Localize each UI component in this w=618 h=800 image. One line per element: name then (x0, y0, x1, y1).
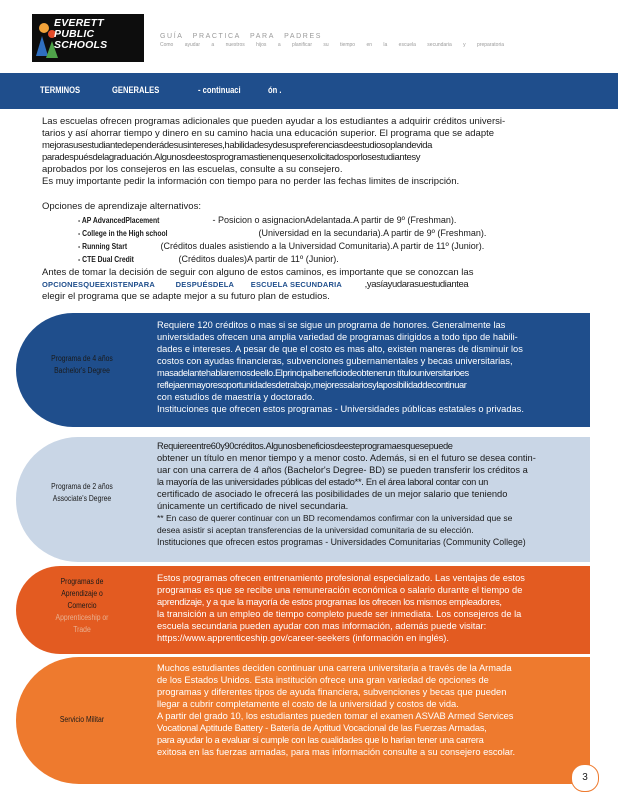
section-title-part-b: GENERALES (112, 85, 160, 96)
option-item (78, 253, 486, 266)
card-label (26, 481, 138, 505)
card-line: la mayoría de las universidades públicas del estado**. En el área laboral contar con un (157, 477, 489, 487)
section-title-part-a: TERMINOS (40, 85, 81, 96)
card-body (157, 572, 585, 644)
intro-line: Las escuelas ofrecen programas adicionales que pueden ayudar a los estudiantes a adquirir créditos universi- (42, 116, 506, 127)
option-item (78, 227, 486, 240)
option-label: - CTE Dual Credit (78, 255, 134, 264)
closing-paragraph (42, 267, 590, 303)
option-label: - College in the High school (78, 229, 168, 238)
intro-line: paradespuésdelagraduación.Algunosdeestosprogramastienenqueserxolicitadosporlosestudiantesy (42, 152, 421, 163)
option-label: - Running Start (78, 242, 128, 251)
card-label-line: Associate's Degree (52, 494, 112, 503)
card-line: programas y diferentes tipos de ayuda financiera, subvenciones y becas que pueden (157, 687, 507, 697)
card-line: con estudios de maestría y doctorado. (157, 392, 315, 402)
card-label (26, 714, 138, 726)
card-line: de los Estados Unidos. Esta institución ofrece una gran variedad de opciones de (157, 675, 489, 685)
card-line: ** En caso de querer continuar con un BD recomendamos confirmar con la universidad que se (157, 513, 513, 523)
card-label-line: Trade (73, 625, 91, 634)
card-line: Estos programas ofrecen entrenamiento profesional especializado. Las ventajas de estos (157, 573, 525, 583)
card-line: para ayudar lo a evaluar si cumple con las cualidades que lo harían tener una carrera (157, 735, 484, 745)
closing-line-with-links (42, 279, 590, 291)
intro-paragraph (42, 116, 590, 188)
card-line: certificado de asociado le ofrecerá las posibilidades de un mejor salario que teniendo (157, 489, 508, 499)
card-line: A partir del grado 10, los estudiantes pueden tomar el examen ASVAB Armed Services (157, 711, 514, 721)
card-bachelors-degree (16, 313, 590, 427)
options-heading: Opciones de aprendizaje alternativos: (42, 201, 201, 212)
logo-line-1: EVERETT (54, 17, 104, 29)
options-list (78, 214, 486, 266)
closing-line: elegir el programa que se adapte mejor a su futuro plan de estudios. (42, 291, 330, 302)
intro-line: Es muy importante pedir la información con tiempo para no perder las fechas limites de inscripción. (42, 176, 460, 187)
card-military-service (16, 657, 590, 784)
card-label-line: Programa de 4 años (51, 354, 113, 363)
option-item (78, 214, 486, 227)
card-label-line: Bachelor's Degree (54, 366, 110, 375)
card-line: escuela secundaria pueden ayudar con mas información, además puede visitar: (157, 621, 487, 631)
card-body (157, 440, 585, 548)
page-number: 3 (571, 764, 599, 792)
everett-public-schools-logo (32, 14, 144, 62)
intro-line: aprobados por los consejeros en las escuelas, consulte a su consejero. (42, 164, 343, 175)
card-label-line: Programa de 2 años (51, 482, 113, 491)
card-line: Muchos estudiantes deciden continuar una carrera universitaria a través de la Armada (157, 663, 512, 673)
card-line: programas es que se recibe una remuneración económica o salario durante el tiempo de (157, 585, 523, 595)
card-label-line: Programas de (60, 577, 104, 586)
options-after-link[interactable]: DESPUÉSDELA (175, 280, 235, 289)
intro-line: tarios y así ahorrar tiempo y dinero en su camino hacia una educación superior. El programa que se adapte (42, 128, 495, 139)
apprenticeship-link[interactable]: https://www.apprenticeship.gov/career-seekers (información en inglés). (157, 633, 449, 643)
card-line: desea asistir si aceptan transferencias de la universidad comunitaria de su elección. (157, 525, 474, 535)
section-heading-bar (0, 73, 618, 109)
card-label-line: Comercio (67, 601, 97, 610)
guide-title: GUÍA PRACTICA PARA PADRES (160, 33, 322, 40)
card-line: Requiere 120 créditos o mas si se sigue un programa de honores. Generalmente las (157, 320, 506, 330)
card-line: la transición a un empleo de tiempo completo puede ser inmediata. Los consejeros de la (157, 609, 522, 619)
option-description: (Universidad en la secundaria).A partir de 9º (Freshman). (258, 228, 487, 238)
options-after-link[interactable]: ESCUELA SECUNDARIA (250, 280, 343, 289)
card-label-line: Servicio Militar (59, 715, 105, 724)
intro-line: mejorasusestudiantedependerádesusintereses,habilidadesydesuspreferenciasdeestudiosoplandevida (42, 140, 433, 151)
card-line: universidades ofrecen una amplia variedad de programas dirigidos a todo tipo de habili- (157, 332, 518, 342)
card-line: llegar a cubrir completamente el costo de la universidad y costos de vida. (157, 699, 459, 709)
card-line: uar con una carrera de 4 años (Bachelor's Degree- BD) se pueden transferir los créditos a (157, 465, 528, 475)
card-label-line: Apprenticeship or (55, 613, 109, 622)
card-body (157, 662, 585, 758)
option-label: - AP AdvancedPlacement (78, 216, 160, 225)
card-associates-degree (16, 437, 590, 562)
closing-line: Antes de tomar la decisión de seguir con alguno de estos caminos, es importante que se conozcan las (42, 267, 474, 278)
option-description: - Posicion o asignacionAdelantada.A partir de 9º (Freshman). (212, 215, 457, 225)
card-line: reflejaenmayoresoportunidadesdetrabajo,mejoressalariosylaposibilidaddecontinuar (157, 380, 467, 390)
card-line: Instituciones que ofrecen estos programas - Universidades públicas estatales o privadas. (157, 404, 524, 414)
logo-line-3: SCHOOLS (54, 39, 108, 51)
card-line: obtener un título en menor tiempo y a menor costo. Además, si en el futuro se desea contin- (157, 453, 536, 463)
option-description: (Créditos duales)A partir de 11º (Junior). (178, 254, 339, 264)
card-body (157, 319, 585, 415)
section-title-part-d: ón . (268, 85, 282, 96)
card-apprenticeship-trade (16, 566, 590, 654)
card-line: dades e intereses. A pesar de que el costo es mas alto, existen maneras de disminuir los (157, 344, 523, 354)
closing-line-tail: ,yasíayudarasuestudiantea (364, 279, 469, 290)
options-after-link[interactable]: OPCIONESQUEEXISTENPARA (42, 280, 156, 289)
option-item (78, 240, 486, 253)
card-line: exitosa en las fuerzas armadas, para mas información consulte a su consejero escolar. (157, 747, 516, 757)
card-line: aprendizaje, y a que la mayoría de estos programas los ofrecen los mismos empleadores, (157, 597, 502, 607)
card-line: Vocational Aptitude Battery - Batería de Aptitud Vocacional de las Fuerzas Armadas, (157, 723, 487, 733)
card-line: Requiereentre60y90créditos.Algunosbeneficiosdeesteprogramaesquesepuede (157, 441, 453, 451)
card-line: costos con ayudas financieras, subvenciones gubernamentales y becas universitarias, (157, 356, 513, 366)
option-description: (Créditos duales asistiendo a la Universidad Comunitaria).A partir de 11º (Junior). (160, 241, 485, 251)
card-label-line: Aprendizaje o (61, 589, 103, 598)
card-label (26, 576, 138, 636)
card-line: masadelantehablaremosdeello.Elprincipalbeneficiodeobtenerun títulouniversitarioes (157, 368, 469, 378)
logo-line-2: PUBLIC (54, 28, 95, 40)
guide-subtitle: Como ayudar a nuestros hijos a planificar su tiempo en la escuela secundaria y preparatoria (160, 42, 505, 48)
card-line: únicamente un certificado de nivel secundaria. (157, 501, 349, 511)
section-title-part-c: - continuaci (198, 85, 241, 96)
card-line: Instituciones que ofrecen estos programas - Universidades Comunitarias (Community College) (157, 537, 526, 547)
card-label (26, 353, 138, 377)
